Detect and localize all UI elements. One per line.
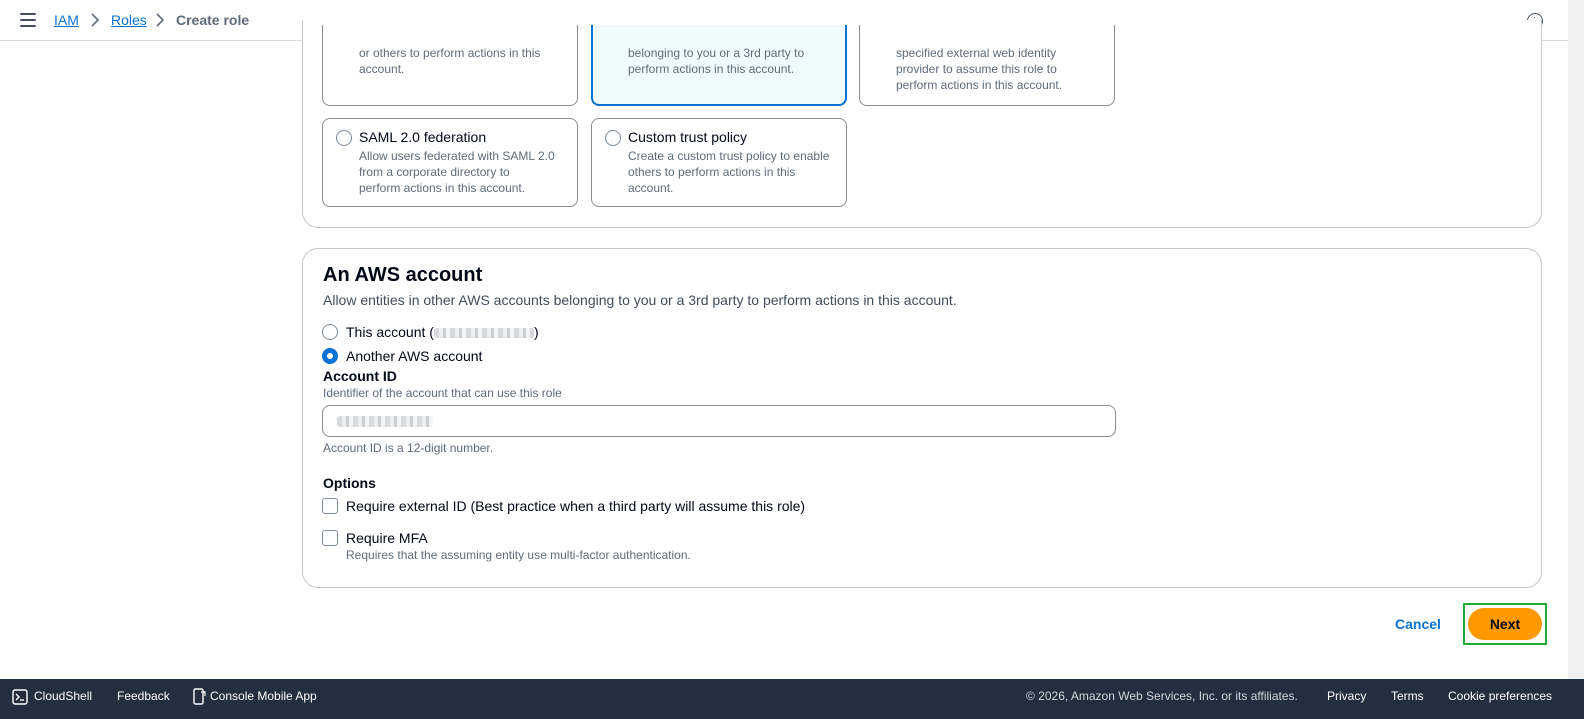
require-external-id-label[interactable]: Require external ID (Best practice when a third party will assume this role) — [346, 498, 806, 514]
redacted-account-id-value — [337, 416, 433, 427]
mobile-app-icon[interactable] — [192, 688, 206, 705]
require-mfa-description: Requires that the assuming entity use multi-factor authentication. — [346, 548, 691, 562]
breadcrumb-roles[interactable]: Roles — [111, 12, 147, 28]
another-account-radio[interactable] — [322, 348, 338, 364]
tile-description: Allow users federated with SAML 2.0 from a corporate directory to perform actions in this account. — [359, 149, 555, 195]
section-description: Allow entities in other AWS accounts belonging to you or a 3rd party to perform actions in this account. — [323, 292, 957, 308]
tile-description: Create a custom trust policy to enable others to perform actions in this account. — [628, 149, 830, 195]
this-account-label[interactable]: This account ( ) — [346, 324, 539, 340]
options-label: Options — [323, 475, 376, 491]
breadcrumb-iam[interactable]: IAM — [54, 12, 79, 28]
tile-description: belonging to you or a 3rd party to perform actions in this account. — [628, 46, 805, 76]
scrollbar[interactable] — [1568, 0, 1584, 679]
chevron-right-icon — [156, 13, 164, 27]
this-account-radio[interactable] — [322, 324, 338, 340]
tile-custom-trust-policy[interactable] — [591, 118, 847, 207]
account-id-hint: Account ID is a 12-digit number. — [323, 441, 494, 455]
tile-aws-service[interactable] — [322, 25, 578, 106]
feedback-link[interactable]: Feedback — [117, 689, 170, 703]
tile-title: Custom trust policy — [628, 129, 748, 145]
cancel-button[interactable]: Cancel — [1395, 616, 1441, 632]
tile-aws-account-selected[interactable] — [591, 25, 847, 106]
account-id-label: Account ID — [323, 368, 397, 384]
next-button[interactable]: Next — [1468, 608, 1542, 640]
cloudshell-link[interactable]: CloudShell — [34, 689, 93, 703]
privacy-link[interactable]: Privacy — [1327, 689, 1367, 703]
tile-description: specified external web identity provider to assume this role to perform actions in this account. — [896, 46, 1063, 92]
console-footer — [0, 679, 1584, 719]
require-external-id-checkbox[interactable] — [322, 498, 338, 514]
chevron-right-icon — [91, 13, 99, 27]
another-account-label[interactable]: Another AWS account — [346, 348, 483, 364]
tile-title: SAML 2.0 federation — [359, 129, 487, 145]
copyright-text: © 2026, Amazon Web Services, Inc. or its affiliates. — [1026, 689, 1298, 703]
mobile-app-link[interactable]: Console Mobile App — [210, 689, 317, 703]
tile-saml-federation[interactable] — [322, 118, 578, 207]
account-id-input[interactable] — [322, 405, 1116, 437]
section-title: An AWS account — [323, 264, 483, 286]
terms-link[interactable]: Terms — [1391, 689, 1424, 703]
cloudshell-icon[interactable] — [12, 689, 28, 705]
menu-icon[interactable] — [20, 13, 36, 27]
require-mfa-label[interactable]: Require MFA — [346, 530, 428, 546]
saml-radio[interactable] — [336, 130, 352, 146]
tile-web-identity[interactable] — [859, 25, 1115, 106]
breadcrumb-create-role: Create role — [176, 12, 250, 28]
cookie-preferences-link[interactable]: Cookie preferences — [1448, 689, 1553, 703]
redacted-account-id — [434, 328, 534, 338]
tile-description: or others to perform actions in this account. — [359, 46, 541, 76]
custom-trust-radio[interactable] — [605, 130, 621, 146]
account-id-description: Identifier of the account that can use this role — [323, 386, 562, 400]
require-mfa-checkbox[interactable] — [322, 530, 338, 546]
